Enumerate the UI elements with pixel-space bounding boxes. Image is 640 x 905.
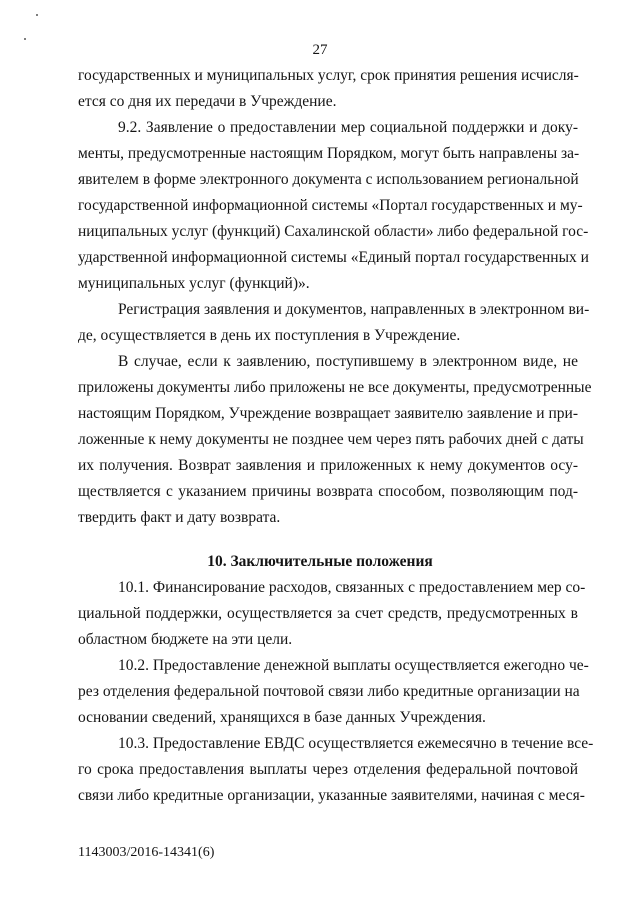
text-line: настоящим Порядком, Учреждение возвращает заявителю заявление и при- <box>78 405 578 422</box>
section-heading: 10. Заключительные положения <box>207 553 433 570</box>
text-line: муниципальных услуг (функций)». <box>78 275 310 292</box>
text-line: ложенные к нему документы не позднее чем через пять рабочих дней с даты <box>78 431 584 448</box>
text-line: рез отделения федеральной почтовой связи либо кредитные организации на <box>78 683 580 700</box>
paragraph-first-line: 10.1. Финансирование расходов, связанных с предоставлением мер со- <box>118 579 586 596</box>
text-line: государственной информационной системы «Портал государственных и му- <box>78 197 583 214</box>
paragraph-first-line: 9.2. Заявление о предоставлении мер социальной поддержки и доку- <box>118 119 578 136</box>
document-footer-code: 1143003/2016-14341(6) <box>78 845 215 860</box>
text-line: го срока предоставления выплаты через отделения федеральной почтовой <box>78 761 578 778</box>
text-line: твердить факт и дату возврата. <box>78 509 281 526</box>
scan-speck <box>24 38 26 40</box>
page-number: 27 <box>312 42 328 58</box>
text-line: связи либо кредитные организации, указанные заявителями, начиная с меся- <box>78 787 585 804</box>
text-line: приложены документы либо приложены не все документы, предусмотренные <box>78 379 592 396</box>
text-line: основании сведений, хранящихся в базе данных Учреждения. <box>78 709 486 726</box>
paragraph-first-line: В случае, если к заявлению, поступившему в электронном виде, не <box>118 353 578 370</box>
paragraph-first-line: 10.2. Предоставление денежной выплаты осуществляется ежегодно че- <box>118 657 589 674</box>
text-line: де, осуществляется в день их поступления в Учреждение. <box>78 327 461 344</box>
text-line: менты, предусмотренные настоящим Порядком, могут быть направлены за- <box>78 145 580 162</box>
paragraph-first-line: Регистрация заявления и документов, направленных в электронном ви- <box>118 301 590 318</box>
text-line: явителем в форме электронного документа с использованием региональной <box>78 171 579 188</box>
text-line: ется со дня их передачи в Учреждение. <box>78 93 337 110</box>
scan-speck <box>36 14 38 16</box>
paragraph-first-line: 10.3. Предоставление ЕВДС осуществляется ежемесячно в течение все- <box>118 735 594 752</box>
text-line: ниципальных услуг (функций) Сахалинской области» либо федеральной гос- <box>78 223 589 240</box>
text-line: государственных и муниципальных услуг, срок принятия решения исчисля- <box>78 67 579 84</box>
text-line: их получения. Возврат заявления и приложенных к нему документов осу- <box>78 457 578 474</box>
text-line: областном бюджете на эти цели. <box>78 631 293 648</box>
text-line: циальной поддержки, осуществляется за счет средств, предусмотренных в <box>78 605 578 622</box>
text-line: ществляется с указанием причины возврата способом, позволяющим под- <box>78 483 578 500</box>
text-line: ударственной информационной системы «Единый портал государственных и <box>78 249 589 266</box>
